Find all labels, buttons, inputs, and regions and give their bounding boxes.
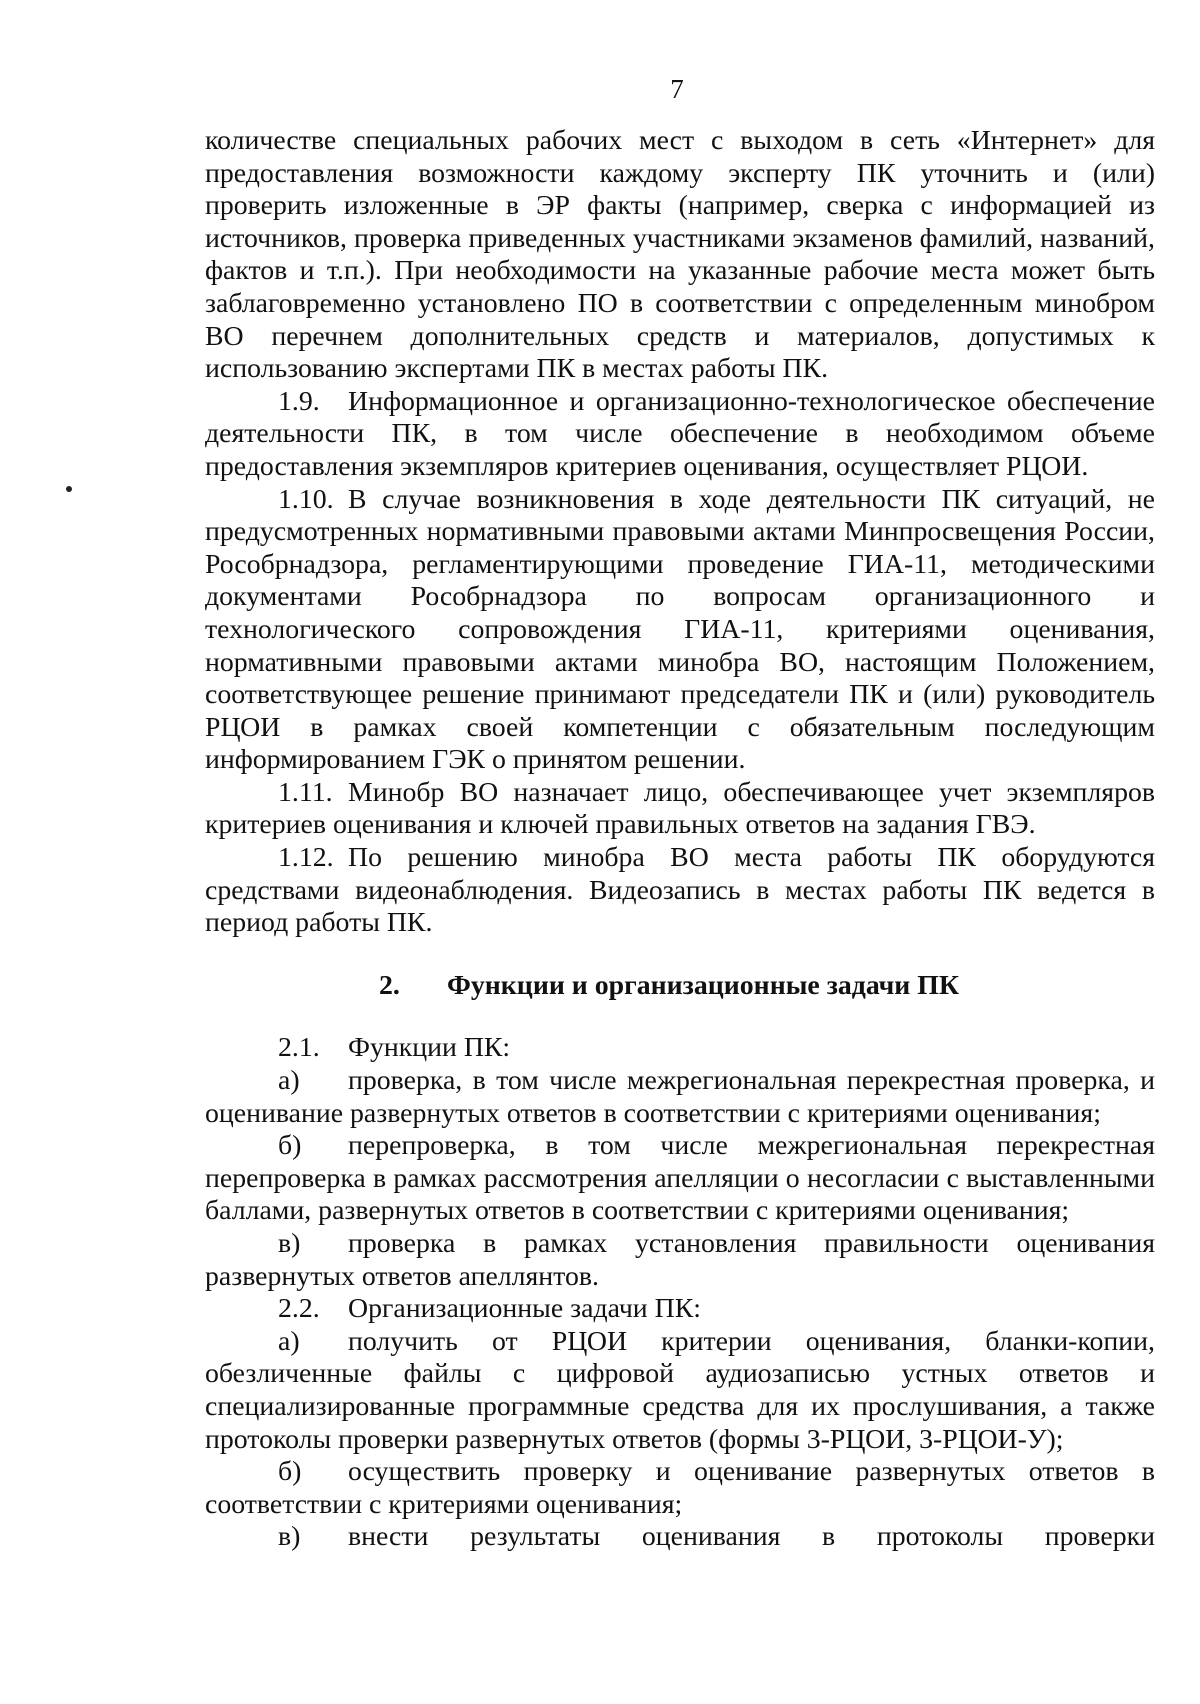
list-letter: а) [278, 1065, 300, 1097]
list-letter: б) [278, 1456, 302, 1488]
list-text: проверка, в том числе межрегиональная перекрестная проверка, и оценивание развернутых ответов в соответствии с критериями оценивания; [205, 1065, 1155, 1129]
document-body [205, 125, 1155, 1554]
page-number: 7 [670, 74, 684, 104]
item-2-1 [205, 1032, 1155, 1065]
item-number: 1.11. [278, 776, 333, 808]
item-text: В случае возникновения в ходе деятельности ПК ситуаций, не предусмотренных нормативными правовыми актами Минпросвещения России, Рособрнадзора, регламентирующими проведение ГИА-11, методическими документами Рособрнадзора по вопросам организационного и технологического сопровождения ГИА-11, критериями оценивания, нормативными правовыми актами минобра ВО, настоящим Положением, соответствующее решение принимают председатели ПК и (или) руководитель РЦОИ в рамках своей компетенции с обязательным последующим информированием ГЭК о принятом решении. [205, 483, 1155, 776]
list-item-2-1-v [205, 1228, 1155, 1293]
scan-speck [66, 486, 72, 492]
list-letter: в) [278, 1521, 301, 1553]
list-item-2-1-b [205, 1130, 1155, 1228]
list-text: получить от РЦОИ критерии оценивания, бланки-копии, обезличенные файлы с цифровой аудиозаписью устных ответов и специализированные программные средства для их прослушивания, а также протоколы проверки развернутых ответов (формы 3-РЦОИ, 3-РЦОИ-У); [205, 1325, 1155, 1455]
item-number: 1.10. [278, 483, 334, 515]
list-item-2-2-b [205, 1456, 1155, 1521]
item-1-9 [205, 386, 1155, 484]
item-1-10 [205, 484, 1155, 777]
list-text: внести результаты оценивания в протоколы проверки [348, 1521, 1155, 1553]
item-text: По решению минобра ВО места работы ПК оборудуются средствами видеонаблюдения. Видеозапись в местах работы ПК ведется в период работы ПК. [205, 842, 1155, 939]
item-number: 1.9. [278, 385, 320, 417]
item-text: Функции ПК: [348, 1032, 511, 1064]
list-item-2-2-a [205, 1326, 1155, 1456]
item-text: Минобр ВО назначает лицо, обеспечивающее учет экземпляров критериев оценивания и ключей правильных ответов на задания ГВЭ. [205, 776, 1155, 841]
item-number: 2.1. [278, 1032, 320, 1064]
item-1-12 [205, 842, 1155, 940]
item-1-11 [205, 777, 1155, 842]
item-number: 2.2. [278, 1293, 320, 1325]
section-title: Функции и организационные задачи ПК [447, 969, 960, 1001]
paragraph-continuation: количестве специальных рабочих мест с выходом в сеть «Интернет» для предоставления возможности каждому эксперту ПК уточнить и (или) проверить изложенные в ЭР факты (например, сверка с информацией из источников, проверка приведенных участниками экзаменов фамилий, названий, фактов и т.п.). При необходимости на указанные рабочие места может быть заблаговременно установлено ПО в соответствии с определенным минобром ВО перечнем дополнительных средств и материалов, допустимых к использованию экспертами ПК в местах работы ПК. [205, 125, 1155, 385]
item-text: Организационные задачи ПК: [348, 1293, 701, 1325]
list-letter: а) [278, 1325, 300, 1357]
section-number: 2. [379, 969, 400, 1001]
item-number: 1.12. [278, 842, 334, 874]
list-letter: в) [278, 1228, 301, 1259]
item-2-2 [205, 1293, 1155, 1326]
list-text: осуществить проверку и оценивание развернутых ответов в соответствии с критериями оценивания; [205, 1456, 1155, 1520]
list-item-2-2-v [205, 1521, 1155, 1554]
list-item-2-1-a [205, 1065, 1155, 1130]
item-text: Информационное и организационно-технологическое обеспечение деятельности ПК, в том числе обеспечение в необходимом объеме предоставления экземпляров критериев оценивания, осуществляет РЦОИ. [205, 385, 1155, 482]
list-letter: б) [278, 1130, 302, 1162]
section-heading [205, 940, 1155, 1033]
list-text: перепроверка, в том числе межрегиональная перекрестная перепроверка в рамках рассмотрения апелляции о несогласии с выставленными баллами, развернутых ответов в соответствии с критериями оценивания; [205, 1130, 1155, 1227]
list-text: проверка в рамках установления правильности оценивания развернутых ответов апеллянтов. [205, 1228, 1155, 1292]
